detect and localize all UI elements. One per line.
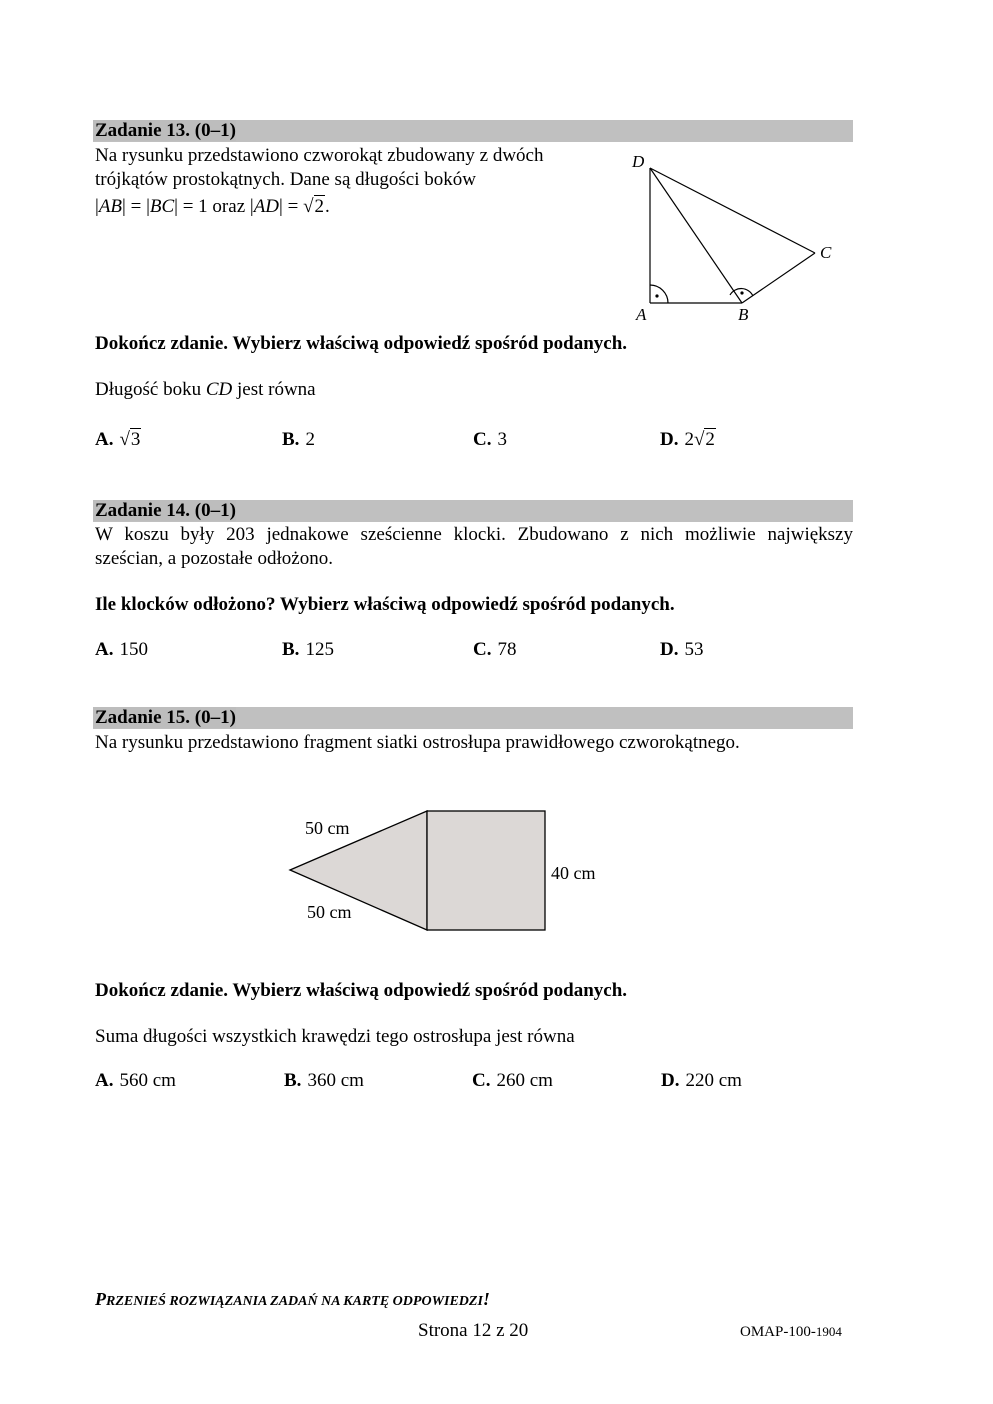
- label-square-side: 40 cm: [551, 863, 596, 883]
- task14-option-c[interactable]: C. 78: [473, 639, 517, 660]
- task13-option-b[interactable]: B. 2: [282, 429, 315, 450]
- task14-text: W koszu były 203 jednakowe sześcienne klocki. Zbudowano z nich możliwie największy sześcian, a pozostałe odłożono.: [95, 524, 853, 569]
- task15-option-b[interactable]: B. 360 cm: [284, 1070, 364, 1091]
- task15-header: Zadanie 15. (0–1): [93, 707, 853, 729]
- task14-header: Zadanie 14. (0–1): [93, 500, 853, 522]
- vertex-label-b: B: [738, 305, 749, 324]
- task14-option-b[interactable]: B. 125: [282, 639, 334, 660]
- sqrt-symbol: √2: [303, 196, 324, 217]
- vertex-label-c: C: [820, 243, 832, 262]
- task14-instruction: Ile klocków odłożono? Wybierz właściwą odpowiedź spośród podanych.: [95, 594, 675, 615]
- task13-text: Na rysunku przedstawiono czworokąt zbudowany z dwóch trójkątów prostokątnych. Dane są długości boków |AB| = |BC| = 1 oraz |AD| = √2.: [95, 145, 544, 217]
- task13-option-a[interactable]: A. √3: [95, 429, 141, 450]
- exam-code: OMAP-100-1904: [740, 1324, 842, 1340]
- net-square: [427, 811, 545, 930]
- task15-question: Suma długości wszystkich krawędzi tego ostrosłupa jest równa: [95, 1026, 575, 1047]
- task15-option-d[interactable]: D. 220 cm: [661, 1070, 742, 1091]
- vertex-label-d: D: [632, 152, 645, 171]
- task15-option-c[interactable]: C. 260 cm: [472, 1070, 553, 1091]
- task13-instruction: Dokończ zdanie. Wybierz właściwą odpowiedź spośród podanych.: [95, 333, 628, 354]
- label-bottom-edge: 50 cm: [307, 902, 352, 922]
- sqrt-symbol: √2: [693, 429, 715, 450]
- task13-option-d[interactable]: D. 2√2: [660, 429, 715, 450]
- label-top-edge: 50 cm: [305, 818, 350, 838]
- task15-text: Na rysunku przedstawiono fragment siatki ostrosłupa prawidłowego czworokątnego.: [95, 732, 740, 753]
- task13-header: Zadanie 13. (0–1): [93, 120, 853, 142]
- quadrilateral-figure: [620, 148, 850, 328]
- task14-option-d[interactable]: D. 53: [660, 639, 704, 660]
- task13-given-lengths: |AB| = |BC| = 1 oraz |AD| = √2.: [95, 196, 330, 217]
- right-angle-dot-b: [740, 291, 743, 294]
- right-angle-dot-a: [655, 294, 658, 297]
- sqrt-symbol: √3: [119, 429, 141, 450]
- task13-option-c[interactable]: C. 3: [473, 429, 507, 450]
- pyramid-net-figure: [280, 800, 620, 940]
- task15-instruction: Dokończ zdanie. Wybierz właściwą odpowiedź spośród podanych.: [95, 980, 628, 1001]
- task15-option-a[interactable]: A. 560 cm: [95, 1070, 176, 1091]
- transfer-answers-note: PRZENIEŚ ROZWIĄZANIA ZADAŃ NA KARTĘ ODPOWIEDZI!: [95, 1289, 490, 1309]
- task13-question: Długość boku CD jest równa: [95, 379, 316, 400]
- page-number: Strona 12 z 20: [418, 1320, 529, 1341]
- vertex-label-a: A: [636, 305, 647, 324]
- task14-option-a[interactable]: A. 150: [95, 639, 148, 660]
